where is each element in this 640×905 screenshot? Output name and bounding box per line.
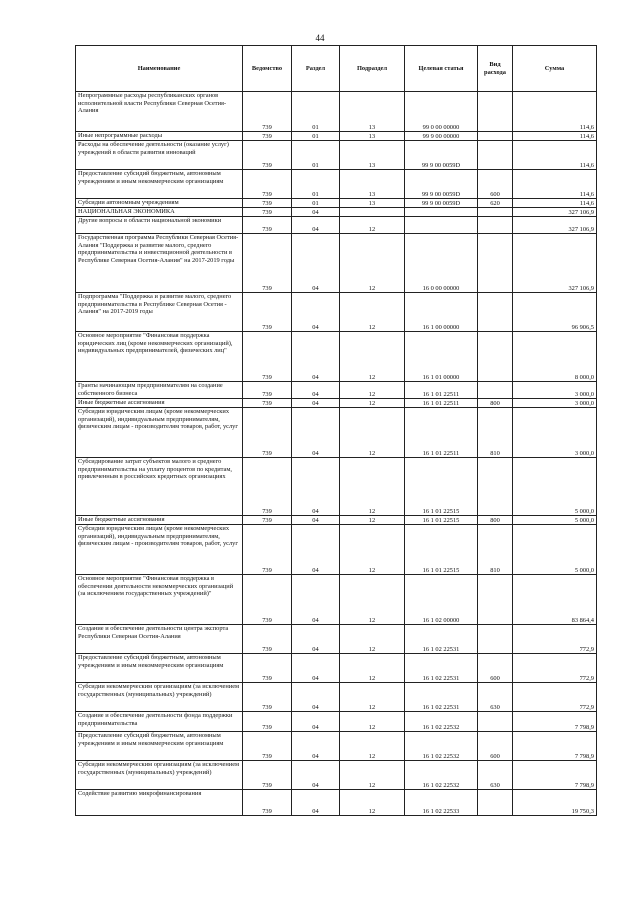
cell-vid <box>478 208 513 217</box>
cell-razdel: 04 <box>292 458 340 516</box>
cell-podrazdel: 12 <box>340 234 405 293</box>
cell-ved: 739 <box>243 234 292 293</box>
table-row <box>76 625 597 654</box>
cell-podrazdel: 12 <box>340 525 405 575</box>
cell-name: Создание и обеспечение деятельности центра экспорта Республики Северная Осетия-Алания <box>76 625 243 654</box>
cell-sum: 3 000,0 <box>513 399 597 408</box>
cell-razdel: 04 <box>292 208 340 217</box>
cell-name: Иные бюджетные ассигнования <box>76 399 243 408</box>
cell-name: Основное мероприятие "Финансовая поддержка в обеспечении деятельности некоммерческих организаций (за исключением государственных учреждений)" <box>76 575 243 625</box>
table-row <box>76 170 597 199</box>
cell-vid <box>478 293 513 332</box>
cell-cel: 16 1 01 22511 <box>405 399 478 408</box>
cell-name: Государственная программа Республики Северная Осетия-Алания "Поддержка и развитие малого, среднего предпринимательства и инвестиционной деятельности в Республике Северная Осетия-Алания" на 2017-2019 годы <box>76 234 243 293</box>
cell-sum: 5 000,0 <box>513 516 597 525</box>
cell-ved: 739 <box>243 712 292 732</box>
header-podrazdel: Подраздел <box>340 46 405 92</box>
cell-cel: 16 1 01 22511 <box>405 382 478 399</box>
cell-cel: 16 1 02 22531 <box>405 683 478 712</box>
cell-razdel: 04 <box>292 408 340 458</box>
cell-cel: 99 9 00 0059D <box>405 170 478 199</box>
cell-podrazdel: 12 <box>340 458 405 516</box>
cell-name: НАЦИОНАЛЬНАЯ ЭКОНОМИКА <box>76 208 243 217</box>
table-row <box>76 293 597 332</box>
cell-name: Предоставление субсидий бюджетным, автономным учреждениям и иным некоммерческим организациям <box>76 732 243 761</box>
cell-podrazdel: 13 <box>340 170 405 199</box>
cell-vid: 620 <box>478 199 513 208</box>
cell-podrazdel: 12 <box>340 712 405 732</box>
cell-ved: 739 <box>243 293 292 332</box>
cell-name: Субсидии юридическим лицам (кроме некоммерческих организаций), индивидуальным предпринимателям, физическим лицам - производителям товаров, работ, услуг <box>76 408 243 458</box>
cell-cel: 99 0 00 00000 <box>405 92 478 132</box>
cell-vid: 800 <box>478 399 513 408</box>
cell-cel: 16 1 02 22531 <box>405 654 478 683</box>
cell-name: Субсидии некоммерческим организациям (за исключением государственных (муниципальных) учреждений) <box>76 761 243 790</box>
cell-podrazdel: 12 <box>340 654 405 683</box>
cell-vid <box>478 625 513 654</box>
cell-name: Субсидии автономным учреждениям <box>76 199 243 208</box>
cell-podrazdel: 12 <box>340 382 405 399</box>
cell-razdel: 04 <box>292 761 340 790</box>
cell-razdel: 04 <box>292 217 340 234</box>
table-row <box>76 712 597 732</box>
table-row <box>76 141 597 170</box>
cell-cel: 16 1 02 22532 <box>405 712 478 732</box>
cell-sum: 5 000,0 <box>513 525 597 575</box>
cell-ved: 739 <box>243 575 292 625</box>
cell-ved: 739 <box>243 683 292 712</box>
cell-podrazdel: 13 <box>340 141 405 170</box>
cell-razdel: 01 <box>292 170 340 199</box>
table-row <box>76 208 597 217</box>
cell-vid: 800 <box>478 516 513 525</box>
header-vid: Вид расхода <box>478 46 513 92</box>
cell-name: Содействие развитию микрофинансирования <box>76 790 243 816</box>
cell-cel: 16 1 01 22511 <box>405 408 478 458</box>
cell-podrazdel: 12 <box>340 575 405 625</box>
header-ved: Ведомство <box>243 46 292 92</box>
cell-vid: 600 <box>478 170 513 199</box>
cell-cel: 16 1 02 22532 <box>405 732 478 761</box>
cell-ved: 739 <box>243 408 292 458</box>
cell-sum: 772,9 <box>513 683 597 712</box>
cell-podrazdel: 12 <box>340 293 405 332</box>
cell-razdel: 04 <box>292 654 340 683</box>
cell-cel: 16 1 02 22533 <box>405 790 478 816</box>
cell-name: Субсидирование затрат субъектов малого и среднего предпринимательства на уплату процентов по кредитам, привлеченным в российских кредитных организациях <box>76 458 243 516</box>
cell-cel: 16 1 02 22532 <box>405 761 478 790</box>
cell-vid <box>478 141 513 170</box>
cell-ved: 739 <box>243 625 292 654</box>
header-cel: Целевая статья <box>405 46 478 92</box>
cell-razdel: 01 <box>292 92 340 132</box>
cell-sum: 772,9 <box>513 654 597 683</box>
cell-razdel: 04 <box>292 575 340 625</box>
cell-podrazdel: 12 <box>340 761 405 790</box>
cell-podrazdel: 12 <box>340 399 405 408</box>
cell-sum: 7 798,9 <box>513 732 597 761</box>
cell-sum: 3 000,0 <box>513 408 597 458</box>
cell-ved: 739 <box>243 516 292 525</box>
cell-sum: 114,6 <box>513 170 597 199</box>
cell-sum: 3 000,0 <box>513 382 597 399</box>
cell-ved: 739 <box>243 208 292 217</box>
cell-podrazdel: 12 <box>340 790 405 816</box>
cell-razdel: 04 <box>292 234 340 293</box>
cell-podrazdel: 12 <box>340 217 405 234</box>
cell-ved: 739 <box>243 170 292 199</box>
table-body <box>76 92 597 816</box>
cell-vid: 810 <box>478 408 513 458</box>
cell-name: Гранты начинающим предпринимателям на создание собственного бизнеса <box>76 382 243 399</box>
cell-cel: 16 1 01 22515 <box>405 458 478 516</box>
table-row <box>76 761 597 790</box>
table-row <box>76 382 597 399</box>
cell-ved: 739 <box>243 761 292 790</box>
table-row <box>76 199 597 208</box>
cell-podrazdel: 12 <box>340 516 405 525</box>
cell-vid <box>478 132 513 141</box>
cell-vid <box>478 575 513 625</box>
header-sum: Сумма <box>513 46 597 92</box>
cell-ved: 739 <box>243 790 292 816</box>
cell-cel <box>405 208 478 217</box>
cell-ved: 739 <box>243 382 292 399</box>
cell-name: Основное мероприятие "Финансовая поддержка юридических лиц (кроме некоммерческих организаций), индивидуальных предпринимателей, физических лиц" <box>76 332 243 382</box>
cell-razdel: 01 <box>292 141 340 170</box>
cell-ved: 739 <box>243 732 292 761</box>
cell-sum: 114,6 <box>513 141 597 170</box>
table-row <box>76 332 597 382</box>
cell-razdel: 04 <box>292 625 340 654</box>
cell-razdel: 04 <box>292 382 340 399</box>
cell-podrazdel <box>340 208 405 217</box>
cell-sum: 96 906,5 <box>513 293 597 332</box>
cell-vid: 600 <box>478 732 513 761</box>
cell-sum: 327 106,9 <box>513 217 597 234</box>
cell-ved: 739 <box>243 141 292 170</box>
cell-ved: 739 <box>243 217 292 234</box>
header-razdel: Раздел <box>292 46 340 92</box>
cell-podrazdel: 12 <box>340 332 405 382</box>
table-row <box>76 732 597 761</box>
cell-vid <box>478 712 513 732</box>
cell-sum: 83 864,4 <box>513 575 597 625</box>
cell-name: Другие вопросы в области национальной экономики <box>76 217 243 234</box>
page-number: 44 <box>315 33 325 43</box>
cell-name: Субсидии некоммерческим организациям (за исключением государственных (муниципальных) учреждений) <box>76 683 243 712</box>
cell-vid: 630 <box>478 683 513 712</box>
cell-podrazdel: 12 <box>340 408 405 458</box>
cell-ved: 739 <box>243 332 292 382</box>
cell-name: Создание и обеспечение деятельности фонда поддержки предпринимательства <box>76 712 243 732</box>
cell-razdel: 04 <box>292 293 340 332</box>
cell-name: Подпрограмма "Поддержка и развитие малого, среднего предпринимательства в Республике Северная Осетия - Алания" на 2017-2019 годы <box>76 293 243 332</box>
cell-cel: 99 9 00 0059D <box>405 199 478 208</box>
cell-podrazdel: 12 <box>340 683 405 712</box>
table-row <box>76 92 597 132</box>
cell-sum: 114,6 <box>513 92 597 132</box>
header-name: Наименование <box>76 46 243 92</box>
cell-razdel: 01 <box>292 199 340 208</box>
cell-podrazdel: 13 <box>340 199 405 208</box>
table-row <box>76 525 597 575</box>
cell-sum: 772,9 <box>513 625 597 654</box>
cell-sum: 327 106,9 <box>513 234 597 293</box>
cell-name: Расходы на обеспечение деятельности (оказание услуг) учреждений в области развития инноваций <box>76 141 243 170</box>
cell-podrazdel: 12 <box>340 625 405 654</box>
cell-razdel: 04 <box>292 399 340 408</box>
cell-razdel: 01 <box>292 132 340 141</box>
cell-razdel: 04 <box>292 332 340 382</box>
cell-vid <box>478 332 513 382</box>
cell-ved: 739 <box>243 92 292 132</box>
table-row <box>76 790 597 816</box>
cell-vid <box>478 217 513 234</box>
budget-table <box>75 45 597 816</box>
cell-name: Предоставление субсидий бюджетным, автономным учреждениям и иным некоммерческим организациям <box>76 170 243 199</box>
cell-podrazdel: 13 <box>340 132 405 141</box>
table-row <box>76 234 597 293</box>
cell-ved: 739 <box>243 399 292 408</box>
cell-razdel: 04 <box>292 712 340 732</box>
table-row <box>76 683 597 712</box>
cell-vid <box>478 458 513 516</box>
cell-ved: 739 <box>243 525 292 575</box>
table-row <box>76 399 597 408</box>
cell-name: Иные бюджетные ассигнования <box>76 516 243 525</box>
cell-razdel: 04 <box>292 683 340 712</box>
table-row <box>76 575 597 625</box>
cell-vid <box>478 234 513 293</box>
cell-sum: 8 000,0 <box>513 332 597 382</box>
cell-cel: 16 1 01 22515 <box>405 516 478 525</box>
cell-name: Предоставление субсидий бюджетным, автономным учреждениям и иным некоммерческим организациям <box>76 654 243 683</box>
cell-cel: 99 9 00 0059D <box>405 141 478 170</box>
cell-cel: 16 1 00 00000 <box>405 293 478 332</box>
cell-vid <box>478 382 513 399</box>
cell-ved: 739 <box>243 654 292 683</box>
cell-cel: 16 1 01 00000 <box>405 332 478 382</box>
cell-cel: 16 1 02 22531 <box>405 625 478 654</box>
cell-razdel: 04 <box>292 790 340 816</box>
cell-vid: 810 <box>478 525 513 575</box>
cell-sum: 7 798,9 <box>513 761 597 790</box>
cell-podrazdel: 12 <box>340 732 405 761</box>
table-header-row <box>76 46 597 92</box>
cell-sum: 114,6 <box>513 132 597 141</box>
cell-sum: 5 000,0 <box>513 458 597 516</box>
cell-razdel: 04 <box>292 525 340 575</box>
cell-ved: 739 <box>243 199 292 208</box>
cell-cel: 16 1 01 22515 <box>405 525 478 575</box>
cell-name: Непрограммные расходы республиканских органов исполнительной власти Республики Северная Осетия-Алания <box>76 92 243 132</box>
cell-ved: 739 <box>243 458 292 516</box>
cell-vid <box>478 92 513 132</box>
cell-sum: 19 750,3 <box>513 790 597 816</box>
cell-cel: 99 9 00 00000 <box>405 132 478 141</box>
cell-razdel: 04 <box>292 516 340 525</box>
table-row <box>76 408 597 458</box>
cell-cel: 16 0 00 00000 <box>405 234 478 293</box>
cell-sum: 114,6 <box>513 199 597 208</box>
table-row <box>76 654 597 683</box>
cell-ved: 739 <box>243 132 292 141</box>
cell-vid <box>478 790 513 816</box>
cell-razdel: 04 <box>292 732 340 761</box>
cell-podrazdel: 13 <box>340 92 405 132</box>
table-row <box>76 132 597 141</box>
cell-cel: 16 1 02 00000 <box>405 575 478 625</box>
table-row <box>76 458 597 516</box>
cell-sum: 7 798,9 <box>513 712 597 732</box>
table-row <box>76 217 597 234</box>
cell-sum: 327 106,9 <box>513 208 597 217</box>
cell-name: Субсидии юридическим лицам (кроме некоммерческих организаций), индивидуальным предпринимателям, физическим лицам - производителям товаров, работ, услуг <box>76 525 243 575</box>
cell-cel <box>405 217 478 234</box>
cell-vid: 630 <box>478 761 513 790</box>
cell-vid: 600 <box>478 654 513 683</box>
table-row <box>76 516 597 525</box>
cell-name: Иные непрограммные расходы <box>76 132 243 141</box>
